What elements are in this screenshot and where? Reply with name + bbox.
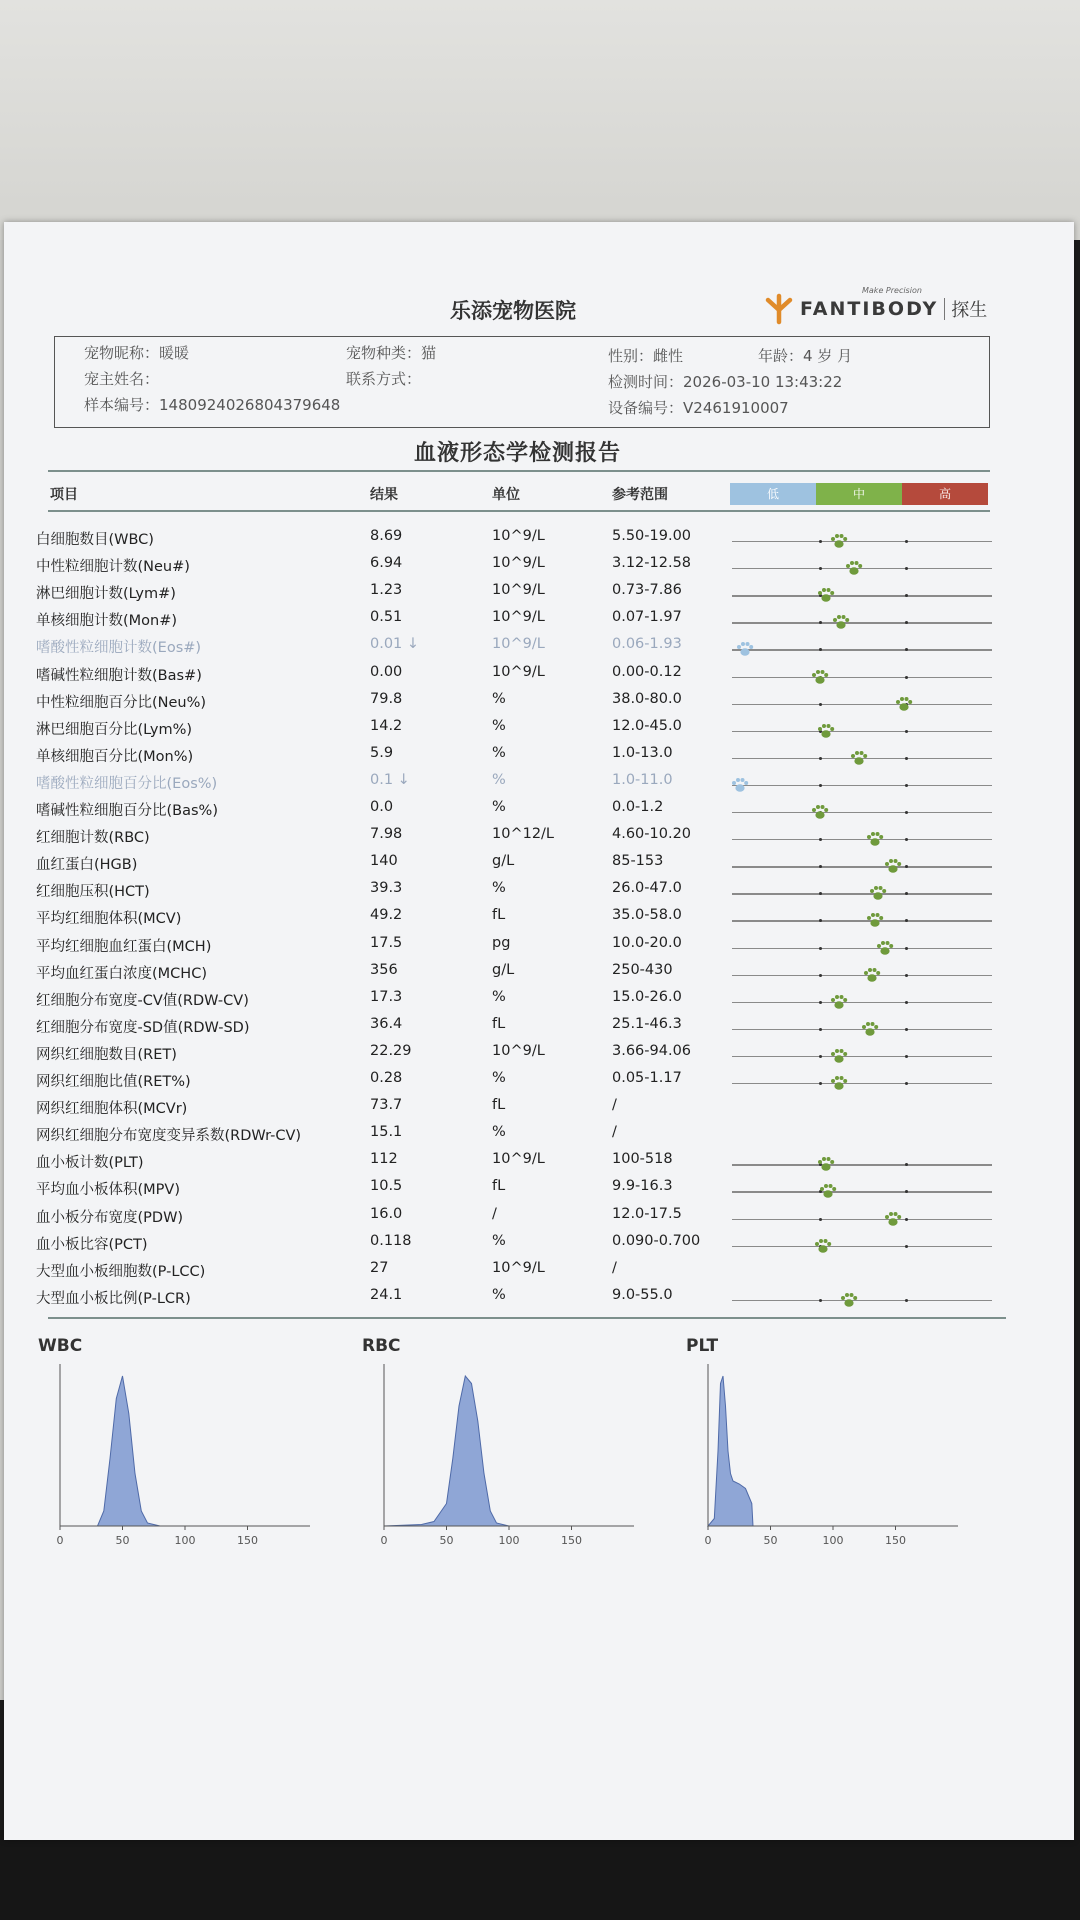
row-result: 0.28 — [370, 1070, 403, 1086]
scale-tick — [819, 947, 822, 950]
row-unit: fL — [492, 907, 506, 924]
table-row — [0, 1097, 1070, 1124]
histogram-tick-label: 0 — [380, 1534, 388, 1547]
age-field: 年龄：4 岁 月 — [758, 347, 853, 365]
row-result: 8.69 — [370, 528, 403, 544]
row-item: 中性粒细胞百分比(Neu%) — [36, 694, 207, 711]
histogram-area — [708, 1376, 958, 1526]
row-unit: % — [492, 880, 506, 897]
paw-marker-icon — [839, 1290, 859, 1310]
row-result: 24.1 — [370, 1286, 403, 1303]
scale-tick — [905, 811, 908, 814]
scale-tick — [905, 919, 908, 922]
table-row — [0, 1124, 1070, 1151]
row-ref: 0.00-0.12 — [612, 663, 682, 680]
row-item: 嗜酸性粒细胞计数(Eos#) — [36, 640, 202, 657]
scale-tick — [905, 594, 908, 597]
sex-field: 性别：雌性 — [608, 347, 684, 365]
paw-marker-icon — [875, 938, 895, 958]
row-result: 140 — [370, 853, 398, 870]
owner-field: 宠主姓名： — [84, 370, 160, 388]
row-unit: fL — [492, 1097, 506, 1114]
scale-tick — [819, 567, 822, 570]
scale-tick — [905, 892, 908, 895]
row-result: 17.3 — [370, 988, 403, 1005]
histogram-plot — [686, 1336, 986, 1566]
row-item: 单核细胞百分比(Mon%) — [36, 748, 194, 765]
row-ref: 1.0-11.0 — [612, 771, 673, 788]
scale-tick — [819, 919, 822, 922]
table-row — [0, 745, 1070, 772]
row-result: 22.29 — [370, 1042, 412, 1059]
brand-cn: 探生 — [951, 300, 988, 321]
row-item: 网织红细胞数目(RET) — [36, 1046, 177, 1063]
row-ref: 3.66-94.06 — [612, 1042, 692, 1059]
table-row — [0, 962, 1070, 989]
brand-divider — [944, 298, 945, 320]
row-item: 嗜酸性粒细胞百分比(Eos%) — [36, 775, 218, 792]
row-ref: 0.05-1.17 — [612, 1070, 682, 1086]
histogram-tick-label: 50 — [763, 1534, 778, 1547]
table-row — [0, 772, 1070, 799]
table-row — [0, 1043, 1070, 1070]
row-result: 0.118 — [370, 1232, 412, 1249]
range-scale — [732, 1300, 992, 1301]
scale-tick — [905, 676, 908, 679]
row-ref: 12.0-45.0 — [612, 717, 682, 734]
scale-tick — [819, 1055, 822, 1058]
row-item: 血小板比容(PCT) — [36, 1236, 148, 1253]
fork-logo-icon — [762, 292, 796, 326]
scale-tick — [819, 838, 822, 841]
table-row — [0, 555, 1070, 582]
row-unit: fL — [492, 1178, 506, 1195]
scale-tick — [905, 648, 908, 651]
row-ref: 12.0-17.5 — [612, 1205, 682, 1222]
row-result: 10.5 — [370, 1178, 403, 1195]
histogram-wbc — [38, 1336, 258, 1547]
histogram-axes — [60, 1364, 310, 1526]
row-unit: % — [492, 744, 506, 761]
histogram-title: RBC — [362, 1336, 401, 1356]
sample-field: 样本编号：1480924026804379648 — [84, 396, 341, 414]
row-ref: 0.07-1.97 — [612, 609, 682, 626]
row-result: 27 — [370, 1259, 389, 1276]
range-scale — [732, 595, 992, 596]
row-unit: 10^9/L — [492, 528, 545, 544]
row-item: 白细胞数目(WBC) — [36, 532, 154, 548]
scale-tick — [819, 648, 822, 651]
row-result: 0.0 — [370, 799, 394, 815]
paw-marker-icon — [862, 965, 882, 985]
range-scale — [732, 677, 992, 678]
range-scale — [732, 785, 992, 786]
row-unit: % — [492, 1232, 506, 1249]
species-field: 宠物种类：猫 — [346, 344, 437, 362]
histogram-tick-label: 150 — [561, 1534, 582, 1547]
paw-marker-icon — [894, 694, 914, 714]
row-result: 0.51 — [370, 609, 403, 626]
test-time-field: 检测时间：2026-03-10 13:43:22 — [608, 373, 843, 391]
row-ref: 9.9-16.3 — [612, 1178, 673, 1195]
row-item: 红细胞分布宽度-CV值(RDW-CV) — [36, 992, 249, 1009]
scale-tick — [905, 784, 908, 787]
legend-low: 低 — [730, 483, 816, 505]
row-result: 36.4 — [370, 1015, 403, 1032]
row-item: 平均红细胞血红蛋白(MCH) — [36, 938, 212, 955]
scale-tick — [905, 1245, 908, 1248]
table-row — [0, 528, 1070, 555]
histogram-tick-label: 150 — [885, 1534, 906, 1547]
paw-marker-icon — [860, 1019, 880, 1039]
row-item: 红细胞压积(HCT) — [36, 884, 150, 901]
histogram-area — [384, 1376, 634, 1526]
paw-marker-icon — [829, 1046, 849, 1066]
row-item: 红细胞分布宽度-SD值(RDW-SD) — [36, 1019, 250, 1036]
header-result: 结果 — [370, 487, 398, 503]
table-row — [0, 582, 1070, 609]
range-scale — [732, 622, 992, 623]
row-item: 嗜碱性粒细胞百分比(Bas%) — [36, 803, 218, 819]
brand-tagline: Make Precision — [862, 286, 922, 295]
paw-marker-icon — [829, 531, 849, 551]
paw-marker-icon — [883, 856, 903, 876]
paw-marker-icon — [818, 1181, 838, 1201]
histogram-rbc — [362, 1336, 582, 1547]
paw-marker-icon — [829, 1073, 849, 1093]
histogram-plot — [362, 1336, 662, 1566]
table-row — [0, 989, 1070, 1016]
header-bottom-rule — [48, 510, 990, 512]
scale-tick — [819, 865, 822, 868]
scale-tick — [819, 621, 822, 624]
row-item: 血小板分布宽度(PDW) — [36, 1209, 184, 1226]
row-result: 7.98 — [370, 826, 403, 843]
histogram-title: PLT — [686, 1336, 719, 1356]
paw-marker-icon — [865, 910, 885, 930]
range-scale — [732, 839, 992, 840]
row-unit: % — [492, 1124, 506, 1141]
row-item: 淋巴细胞百分比(Lym%) — [36, 721, 193, 738]
row-result: 49.2 — [370, 907, 403, 924]
row-result: 0.1 ↓ — [370, 771, 410, 788]
range-scale — [732, 1246, 992, 1247]
table-row — [0, 1206, 1070, 1233]
row-ref: 35.0-58.0 — [612, 907, 682, 924]
scale-tick — [905, 1299, 908, 1302]
row-ref: 100-518 — [612, 1151, 673, 1168]
scale-tick — [905, 757, 908, 760]
histogram-tick-label: 100 — [822, 1534, 844, 1547]
row-result: 6.94 — [370, 555, 403, 572]
row-unit: % — [492, 771, 506, 788]
range-scale — [732, 1029, 992, 1030]
row-item: 平均血小板体积(MPV) — [36, 1182, 180, 1199]
histogram-tick-label: 50 — [115, 1534, 130, 1547]
scale-tick — [905, 1082, 908, 1085]
range-scale — [732, 731, 992, 732]
table-row — [0, 636, 1070, 663]
row-result: 1.23 — [370, 582, 403, 599]
row-unit: % — [492, 1070, 506, 1086]
row-unit: g/L — [492, 853, 515, 870]
histogram-axes — [384, 1364, 634, 1526]
range-scale — [732, 948, 992, 949]
paw-marker-icon — [810, 667, 830, 687]
row-result: 5.9 — [370, 744, 394, 761]
range-scale — [732, 1083, 992, 1084]
pet-name-field: 宠物昵称：暖暖 — [84, 344, 190, 362]
row-unit: 10^9/L — [492, 582, 545, 599]
row-unit: 10^9/L — [492, 636, 545, 653]
table-row — [0, 1260, 1070, 1287]
row-unit: % — [492, 690, 506, 707]
header-unit: 单位 — [492, 487, 520, 503]
paw-marker-icon — [831, 612, 851, 632]
scale-tick — [905, 947, 908, 950]
histogram-plt — [686, 1336, 906, 1547]
row-unit: / — [492, 1205, 497, 1222]
row-result: 16.0 — [370, 1205, 403, 1222]
row-ref: 0.06-1.93 — [612, 636, 682, 653]
row-item: 红细胞计数(RBC) — [36, 830, 150, 847]
background-floor — [0, 1830, 1080, 1920]
row-item: 淋巴细胞计数(Lym#) — [36, 586, 176, 603]
row-item: 大型血小板比例(P-LCR) — [36, 1290, 191, 1307]
table-row — [0, 826, 1070, 853]
paw-marker-icon — [868, 883, 888, 903]
row-item: 平均血红蛋白浓度(MCHC) — [36, 965, 207, 982]
row-ref: 15.0-26.0 — [612, 988, 682, 1005]
row-ref: 38.0-80.0 — [612, 690, 682, 707]
table-row — [0, 799, 1070, 826]
paw-marker-icon — [849, 748, 869, 768]
table-row — [0, 1016, 1070, 1043]
row-item: 网织红细胞体积(MCVr) — [36, 1101, 188, 1118]
row-item: 中性粒细胞计数(Neu#) — [36, 559, 190, 576]
report-title: 血液形态学检测报告 — [414, 441, 622, 466]
row-ref: 26.0-47.0 — [612, 880, 682, 897]
row-ref: 3.12-12.58 — [612, 555, 692, 572]
paw-marker-icon — [816, 1154, 836, 1174]
table-row — [0, 1070, 1070, 1097]
row-item: 嗜碱性粒细胞计数(Bas#) — [36, 667, 202, 684]
row-result: 79.8 — [370, 690, 403, 707]
range-scale — [732, 649, 992, 650]
scale-tick — [905, 1055, 908, 1058]
scale-tick — [819, 1082, 822, 1085]
row-ref: 10.0-20.0 — [612, 934, 682, 951]
row-ref: 4.60-10.20 — [612, 826, 692, 843]
row-unit: % — [492, 799, 506, 815]
scale-tick — [905, 567, 908, 570]
table-row — [0, 1233, 1070, 1260]
header-ref: 参考范围 — [612, 487, 668, 503]
histogram-tick-label: 150 — [237, 1534, 258, 1547]
histogram-area — [60, 1376, 310, 1526]
table-row — [0, 853, 1070, 880]
scale-tick — [905, 621, 908, 624]
row-result: 15.1 — [370, 1124, 403, 1141]
row-unit: 10^9/L — [492, 1259, 545, 1276]
row-result: 0.00 — [370, 663, 403, 680]
row-ref: 0.73-7.86 — [612, 582, 682, 599]
histogram-title: WBC — [38, 1336, 83, 1356]
row-unit: 10^9/L — [492, 1042, 545, 1059]
row-ref: 1.0-13.0 — [612, 744, 673, 761]
histogram-tick-label: 0 — [56, 1534, 64, 1547]
scale-tick — [819, 1299, 822, 1302]
row-unit: g/L — [492, 961, 515, 978]
scale-tick — [819, 1028, 822, 1031]
table-row — [0, 691, 1070, 718]
table-row — [0, 935, 1070, 962]
range-scale — [732, 1219, 992, 1220]
paw-marker-icon — [816, 721, 836, 741]
row-item: 大型血小板细胞数(P-LCC) — [36, 1263, 206, 1280]
row-unit: 10^9/L — [492, 1151, 545, 1168]
row-item: 血小板计数(PLT) — [36, 1155, 144, 1172]
row-ref: 9.0-55.0 — [612, 1286, 673, 1303]
scale-tick — [819, 540, 822, 543]
table-row — [0, 609, 1070, 636]
scale-tick — [905, 1028, 908, 1031]
table-row — [0, 1287, 1070, 1314]
paw-marker-icon — [816, 585, 836, 605]
row-ref: / — [612, 1124, 617, 1141]
row-result: 0.01 ↓ — [370, 636, 420, 653]
row-result: 73.7 — [370, 1097, 403, 1114]
range-scale — [732, 541, 992, 542]
row-item: 网织红细胞分布宽度变异系数(RDWr-CV) — [36, 1128, 302, 1145]
table-row — [0, 1178, 1070, 1205]
row-unit: % — [492, 988, 506, 1005]
scale-tick — [819, 784, 822, 787]
row-result: 14.2 — [370, 717, 403, 734]
row-unit: pg — [492, 934, 511, 951]
row-ref: 250-430 — [612, 961, 673, 978]
row-unit: 10^9/L — [492, 609, 545, 626]
paw-marker-icon — [883, 1209, 903, 1229]
row-unit: % — [492, 1286, 506, 1303]
scale-tick — [905, 1218, 908, 1221]
table-row — [0, 664, 1070, 691]
range-scale — [732, 758, 992, 759]
brand-logo — [762, 286, 988, 326]
header-top-rule — [48, 470, 990, 472]
histogram-tick-label: 0 — [704, 1534, 712, 1547]
scale-tick — [905, 865, 908, 868]
scale-tick — [819, 1001, 822, 1004]
scale-tick — [819, 1218, 822, 1221]
row-item: 网织红细胞比值(RET%) — [36, 1074, 191, 1090]
scale-tick — [819, 974, 822, 977]
row-unit: 10^12/L — [492, 826, 555, 843]
row-result: 112 — [370, 1151, 398, 1168]
scale-tick — [819, 892, 822, 895]
background-desk — [0, 0, 1080, 240]
table-row — [0, 880, 1070, 907]
histogram-plot — [38, 1336, 338, 1566]
range-scale — [732, 1056, 992, 1057]
status-legend — [730, 483, 988, 505]
scale-tick — [905, 1001, 908, 1004]
range-scale — [732, 568, 992, 569]
row-unit: fL — [492, 1015, 506, 1032]
scale-tick — [819, 757, 822, 760]
scale-tick — [905, 730, 908, 733]
brand-name: FANTIBODY — [800, 298, 939, 320]
histogram-tick-label: 50 — [439, 1534, 454, 1547]
range-scale — [732, 975, 992, 976]
histogram-tick-label: 100 — [174, 1534, 196, 1547]
scale-tick — [905, 838, 908, 841]
row-unit: 10^9/L — [492, 663, 545, 680]
row-result: 39.3 — [370, 880, 403, 897]
histogram-tick-label: 100 — [498, 1534, 520, 1547]
range-scale — [732, 1164, 992, 1165]
row-ref: 0.090-0.700 — [612, 1232, 701, 1249]
paw-marker-icon — [865, 829, 885, 849]
row-result: 356 — [370, 961, 398, 978]
scale-tick — [905, 1190, 908, 1193]
range-scale — [732, 1002, 992, 1003]
paw-marker-icon — [813, 1236, 833, 1256]
paw-marker-icon — [730, 775, 750, 795]
scale-tick — [905, 974, 908, 977]
row-ref: 5.50-19.00 — [612, 528, 692, 544]
row-item: 血红蛋白(HGB) — [36, 857, 138, 874]
header-item: 项目 — [50, 487, 78, 503]
row-result: 17.5 — [370, 934, 403, 951]
legend-mid: 中 — [816, 483, 902, 505]
table-row — [0, 1151, 1070, 1178]
row-ref: 25.1-46.3 — [612, 1015, 682, 1032]
device-field: 设备编号：V2461910007 — [608, 399, 789, 417]
row-unit: % — [492, 717, 506, 734]
range-scale — [732, 920, 992, 921]
row-ref: / — [612, 1259, 617, 1276]
row-ref: 85-153 — [612, 853, 664, 870]
contact-field: 联系方式： — [346, 370, 422, 388]
row-item: 平均红细胞体积(MCV) — [36, 911, 182, 928]
scale-tick — [905, 1163, 908, 1166]
table-bottom-rule — [48, 1317, 1006, 1319]
range-scale — [732, 893, 992, 894]
paw-marker-icon — [829, 992, 849, 1012]
paw-marker-icon — [844, 558, 864, 578]
scale-tick — [905, 540, 908, 543]
hospital-name: 乐添宠物医院 — [450, 299, 576, 323]
range-scale — [732, 704, 992, 705]
range-scale — [732, 812, 992, 813]
row-ref: 0.0-1.2 — [612, 799, 664, 815]
scale-tick — [819, 703, 822, 706]
paw-marker-icon — [735, 639, 755, 659]
paw-marker-icon — [810, 802, 830, 822]
table-row — [0, 718, 1070, 745]
row-ref: / — [612, 1097, 617, 1114]
range-scale — [732, 1191, 992, 1192]
row-item: 单核细胞计数(Mon#) — [36, 613, 178, 630]
table-row — [0, 907, 1070, 934]
row-unit: 10^9/L — [492, 555, 545, 572]
legend-high: 高 — [902, 483, 988, 505]
range-scale — [732, 866, 992, 867]
